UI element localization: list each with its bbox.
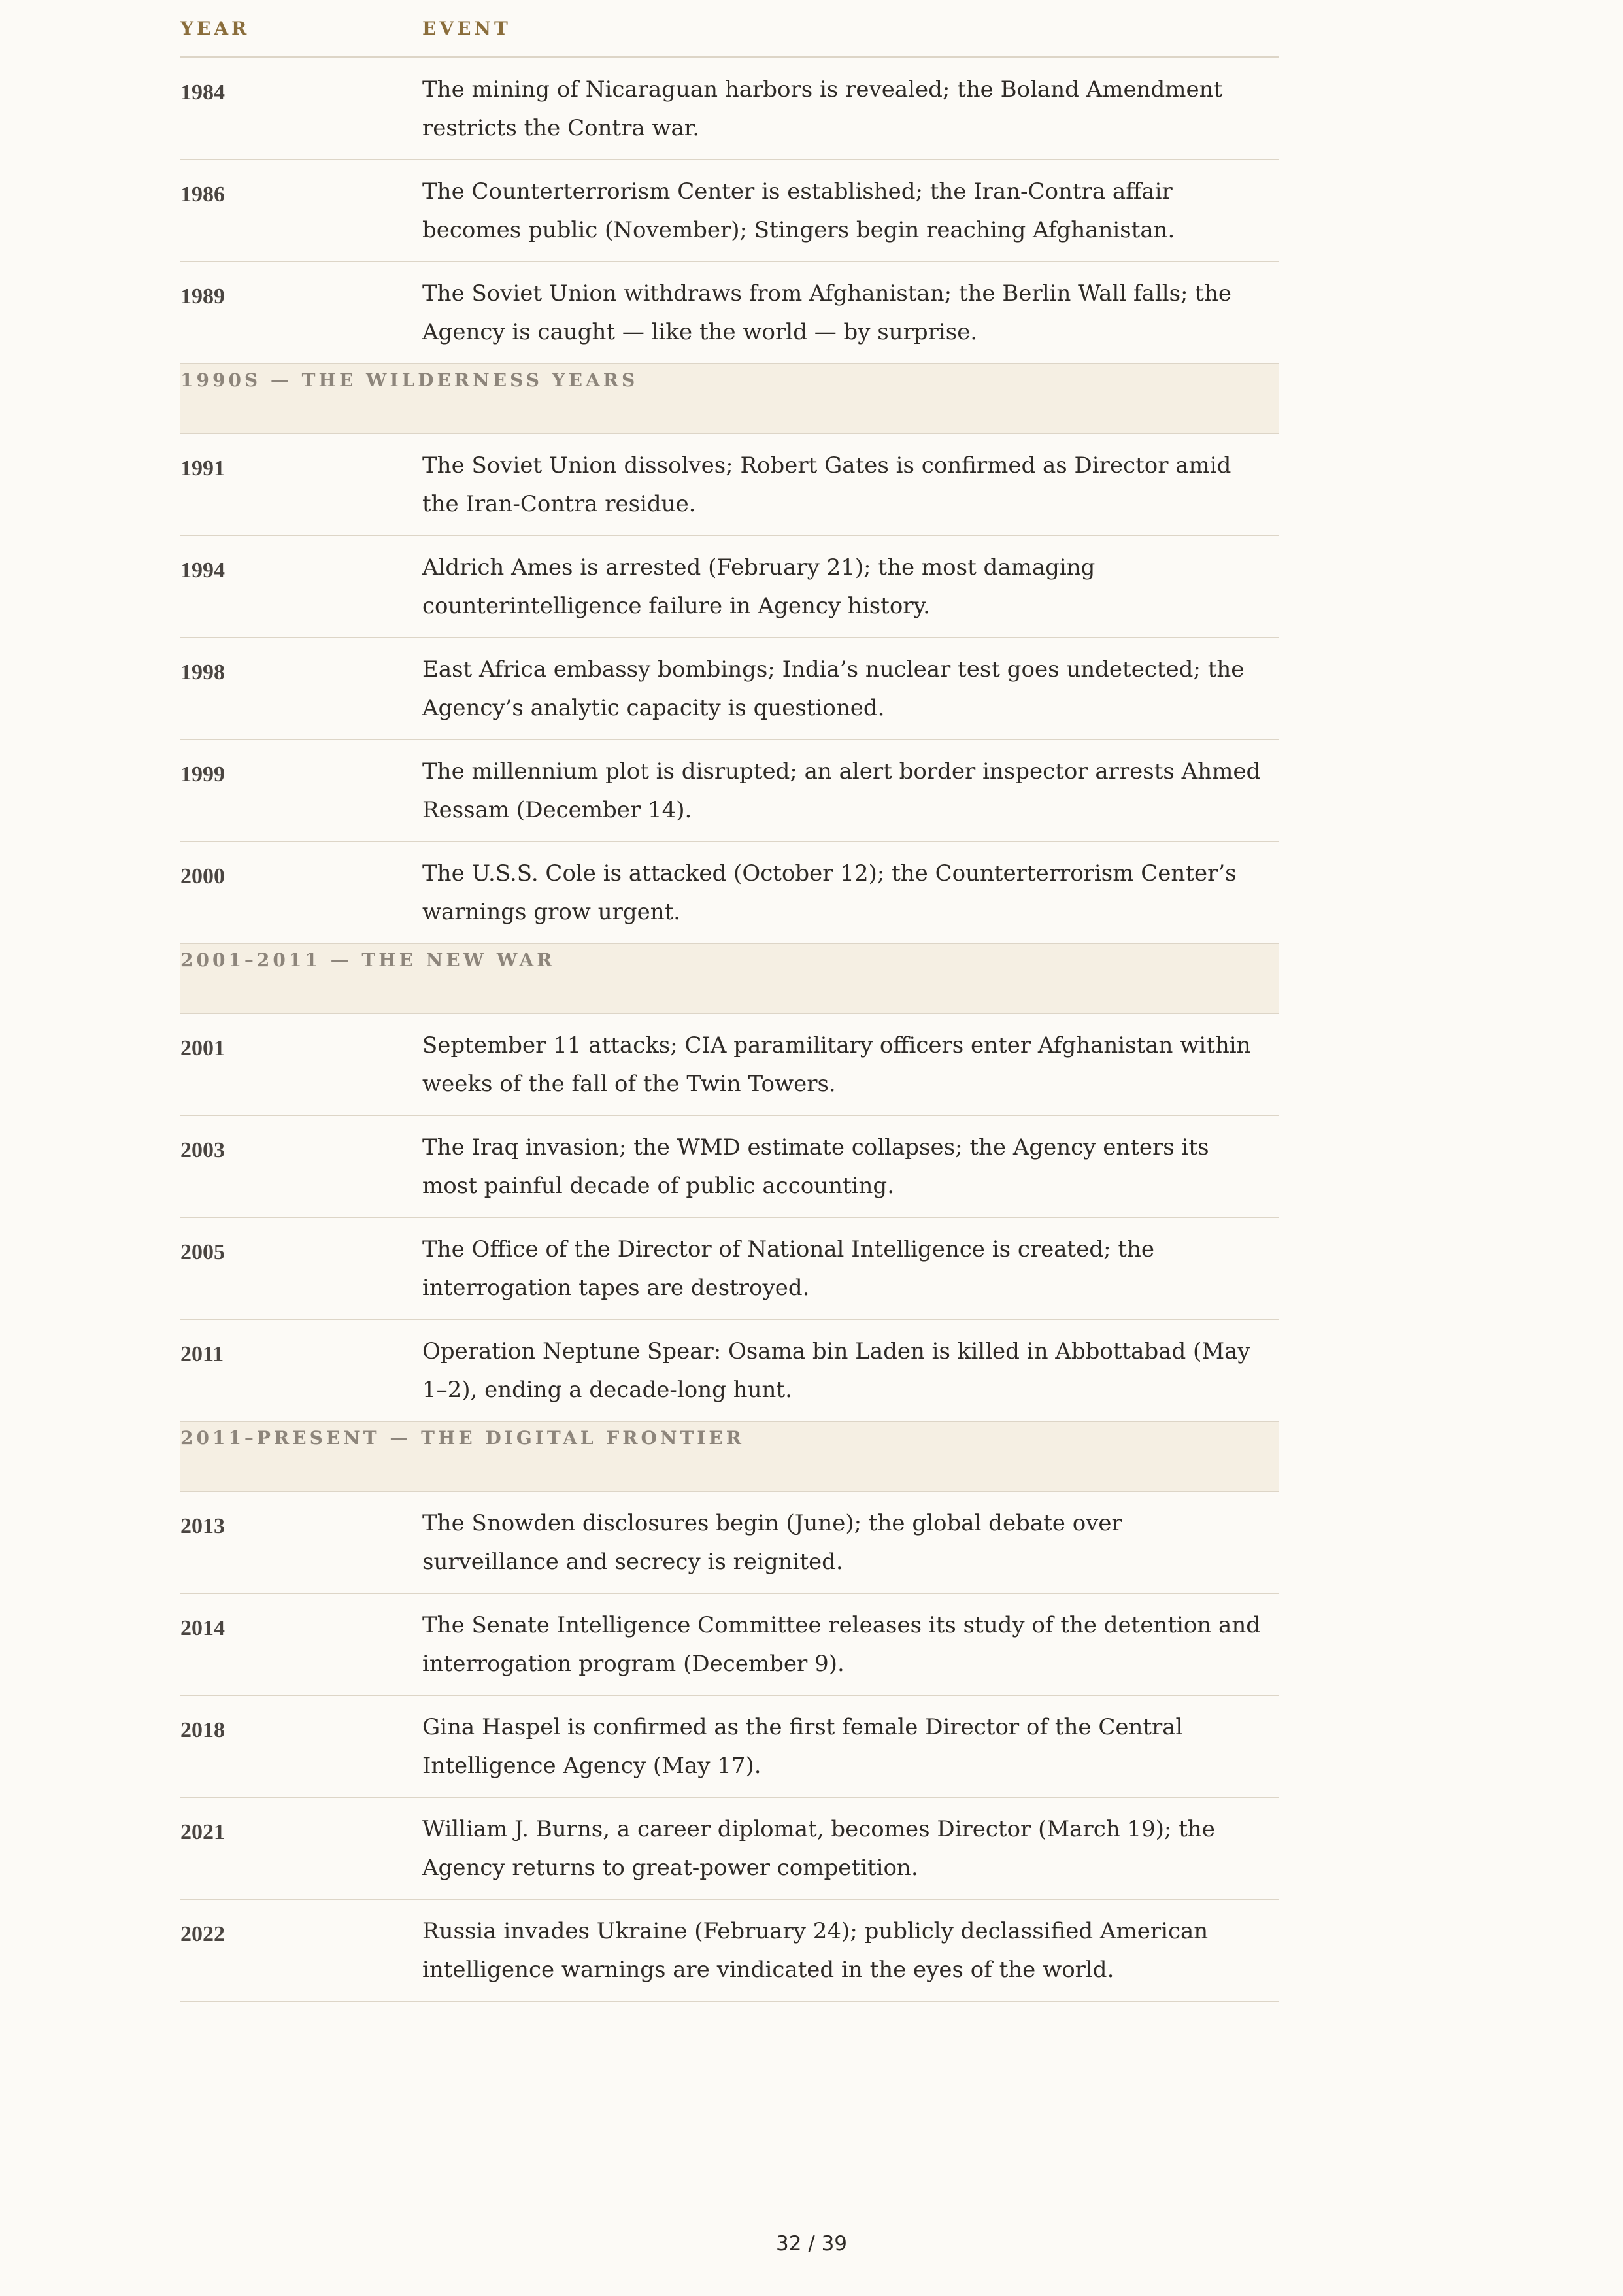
event-cell: Russia invades Ukraine (February 24); publicly declassified American intelligence warnings are vindicated in the eyes of the world. <box>422 1899 1279 2001</box>
event-column-header: EVENT <box>422 0 1279 58</box>
year-cell: 1989 <box>180 262 422 363</box>
section-label: 2011–PRESENT — THE DIGITAL FRONTIER <box>180 1421 1279 1491</box>
table-row <box>180 739 1279 841</box>
event-cell: William J. Burns, a career diplomat, becomes Director (March 19); the Agency returns to great-power competition. <box>422 1797 1279 1899</box>
timeline-table <box>180 0 1279 2002</box>
table-row <box>180 1695 1279 1797</box>
event-cell: The millennium plot is disrupted; an alert border inspector arrests Ahmed Ressam (December 14). <box>422 739 1279 841</box>
event-cell: The mining of Nicaraguan harbors is revealed; the Boland Amendment restricts the Contra war. <box>422 58 1279 160</box>
year-cell: 1999 <box>180 739 422 841</box>
year-cell: 1991 <box>180 433 422 535</box>
year-cell: 2005 <box>180 1217 422 1319</box>
event-cell: Operation Neptune Spear: Osama bin Laden is killed in Abbottabad (May 1–2), ending a decade-long hunt. <box>422 1319 1279 1421</box>
section-header-row <box>180 363 1279 433</box>
table-row <box>180 58 1279 160</box>
event-cell: The Soviet Union dissolves; Robert Gates is confirmed as Director amid the Iran-Contra residue. <box>422 433 1279 535</box>
timeline-body <box>180 58 1279 2002</box>
event-cell: The U.S.S. Cole is attacked (October 12); the Counterterrorism Center’s warnings grow urgent. <box>422 841 1279 943</box>
table-row <box>180 1217 1279 1319</box>
event-cell: The Iraq invasion; the WMD estimate collapses; the Agency enters its most painful decade of public accounting. <box>422 1115 1279 1217</box>
table-row <box>180 1115 1279 1217</box>
year-column-header: YEAR <box>180 0 422 58</box>
table-row <box>180 535 1279 637</box>
table-row <box>180 1491 1279 1593</box>
year-cell: 2000 <box>180 841 422 943</box>
table-row <box>180 1797 1279 1899</box>
table-row <box>180 160 1279 262</box>
section-label: 2001–2011 — THE NEW WAR <box>180 943 1279 1013</box>
table-row <box>180 841 1279 943</box>
event-cell: The Senate Intelligence Committee releases its study of the detention and interrogation program (December 9). <box>422 1593 1279 1695</box>
event-cell: East Africa embassy bombings; India’s nuclear test goes undetected; the Agency’s analytic capacity is questioned. <box>422 637 1279 739</box>
table-row <box>180 262 1279 363</box>
event-cell: September 11 attacks; CIA paramilitary officers enter Afghanistan within weeks of the fall of the Twin Towers. <box>422 1013 1279 1115</box>
year-cell: 2014 <box>180 1593 422 1695</box>
year-cell: 2022 <box>180 1899 422 2001</box>
year-cell: 1984 <box>180 58 422 160</box>
year-cell: 1998 <box>180 637 422 739</box>
event-cell: Gina Haspel is confirmed as the first female Director of the Central Intelligence Agency (May 17). <box>422 1695 1279 1797</box>
year-cell: 1986 <box>180 160 422 262</box>
year-cell: 2013 <box>180 1491 422 1593</box>
event-cell: Aldrich Ames is arrested (February 21); the most damaging counterintelligence failure in Agency history. <box>422 535 1279 637</box>
table-row <box>180 1899 1279 2001</box>
event-cell: The Office of the Director of National Intelligence is created; the interrogation tapes are destroyed. <box>422 1217 1279 1319</box>
table-row <box>180 1593 1279 1695</box>
year-cell: 1994 <box>180 535 422 637</box>
year-cell: 2018 <box>180 1695 422 1797</box>
year-cell: 2011 <box>180 1319 422 1421</box>
section-header-row <box>180 1421 1279 1491</box>
table-row <box>180 637 1279 739</box>
page-number: 32 / 39 <box>775 2232 848 2255</box>
event-cell: The Counterterrorism Center is established; the Iran-Contra affair becomes public (November); Stingers begin reaching Afghanistan. <box>422 160 1279 262</box>
year-cell: 2003 <box>180 1115 422 1217</box>
event-cell: The Soviet Union withdraws from Afghanistan; the Berlin Wall falls; the Agency is caught — like the world — by surprise. <box>422 262 1279 363</box>
year-cell: 2021 <box>180 1797 422 1899</box>
table-header-row <box>180 0 1279 58</box>
section-header-row <box>180 943 1279 1013</box>
table-row <box>180 1013 1279 1115</box>
year-cell: 2001 <box>180 1013 422 1115</box>
section-label: 1990S — THE WILDERNESS YEARS <box>180 363 1279 433</box>
table-row <box>180 1319 1279 1421</box>
event-cell: The Snowden disclosures begin (June); the global debate over surveillance and secrecy is reignited. <box>422 1491 1279 1593</box>
table-row <box>180 433 1279 535</box>
